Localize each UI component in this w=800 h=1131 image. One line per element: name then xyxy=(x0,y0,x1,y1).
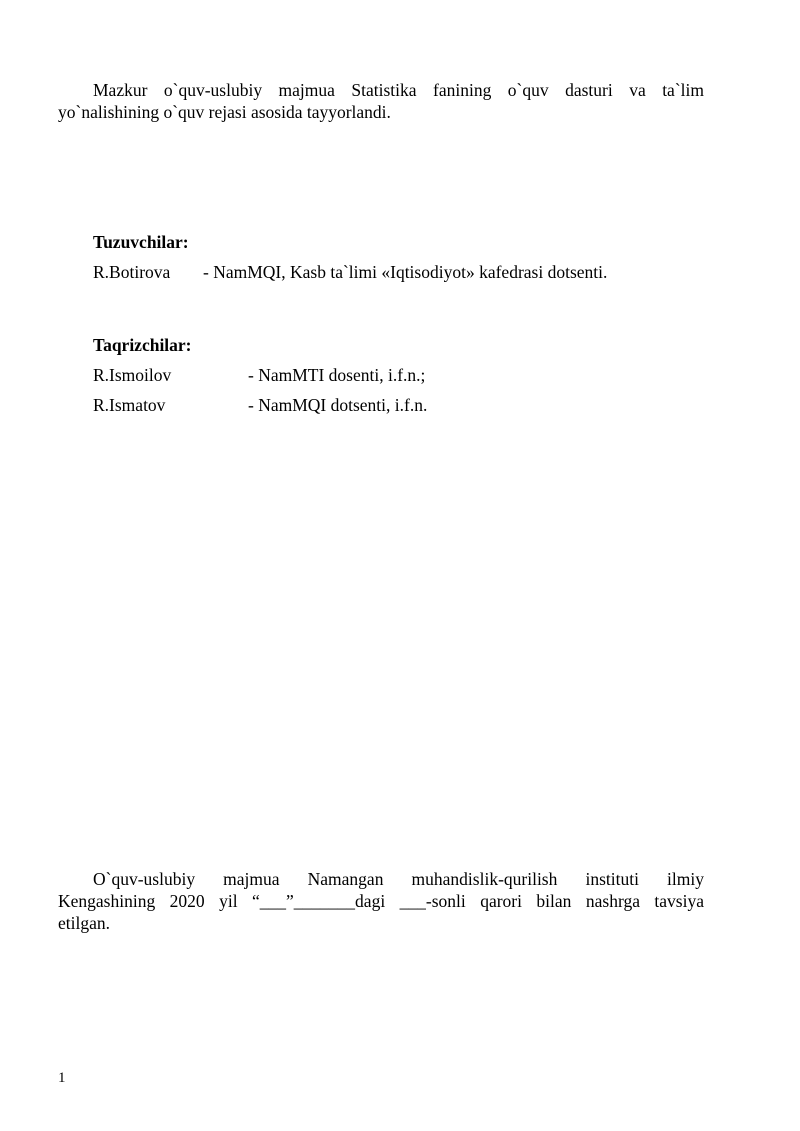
reviewer-name: R.Ismatov xyxy=(93,395,166,415)
approval-line-1: O`quv-uslubiy majmua Namangan muhandislik-qurilish instituti ilmiy xyxy=(93,869,704,889)
intro-paragraph xyxy=(58,79,704,123)
approval-line-3: etilgan. xyxy=(58,913,110,933)
intro-line-1: Mazkur o`quv-uslubiy majmua Statistika fanining o`quv dasturi va ta`lim xyxy=(93,80,704,100)
author-name: R.Botirova xyxy=(93,262,171,282)
reviewer-description: - NamMTI dosenti, i.f.n.; xyxy=(248,365,426,385)
reviewers-heading: Taqrizchilar: xyxy=(93,335,192,355)
author-description: - NamMQI, Kasb ta`limi «Iqtisodiyot» kafedrasi dotsenti. xyxy=(203,262,608,282)
reviewer-line xyxy=(93,394,427,416)
authors-heading: Tuzuvchilar: xyxy=(93,232,189,252)
approval-line-2: Kengashining 2020 yil “___”_______dagi ___-sonli qarori bilan nashrga tavsiya xyxy=(58,891,704,911)
page-number: 1 xyxy=(58,1070,66,1086)
intro-line-2: yo`nalishining o`quv rejasi asosida tayyorlandi. xyxy=(58,102,391,122)
approval-paragraph xyxy=(58,868,704,934)
reviewer-line xyxy=(93,364,425,386)
reviewer-name: R.Ismoilov xyxy=(93,365,172,385)
author-line xyxy=(93,261,607,283)
reviewer-description: - NamMQI dotsenti, i.f.n. xyxy=(248,395,428,415)
